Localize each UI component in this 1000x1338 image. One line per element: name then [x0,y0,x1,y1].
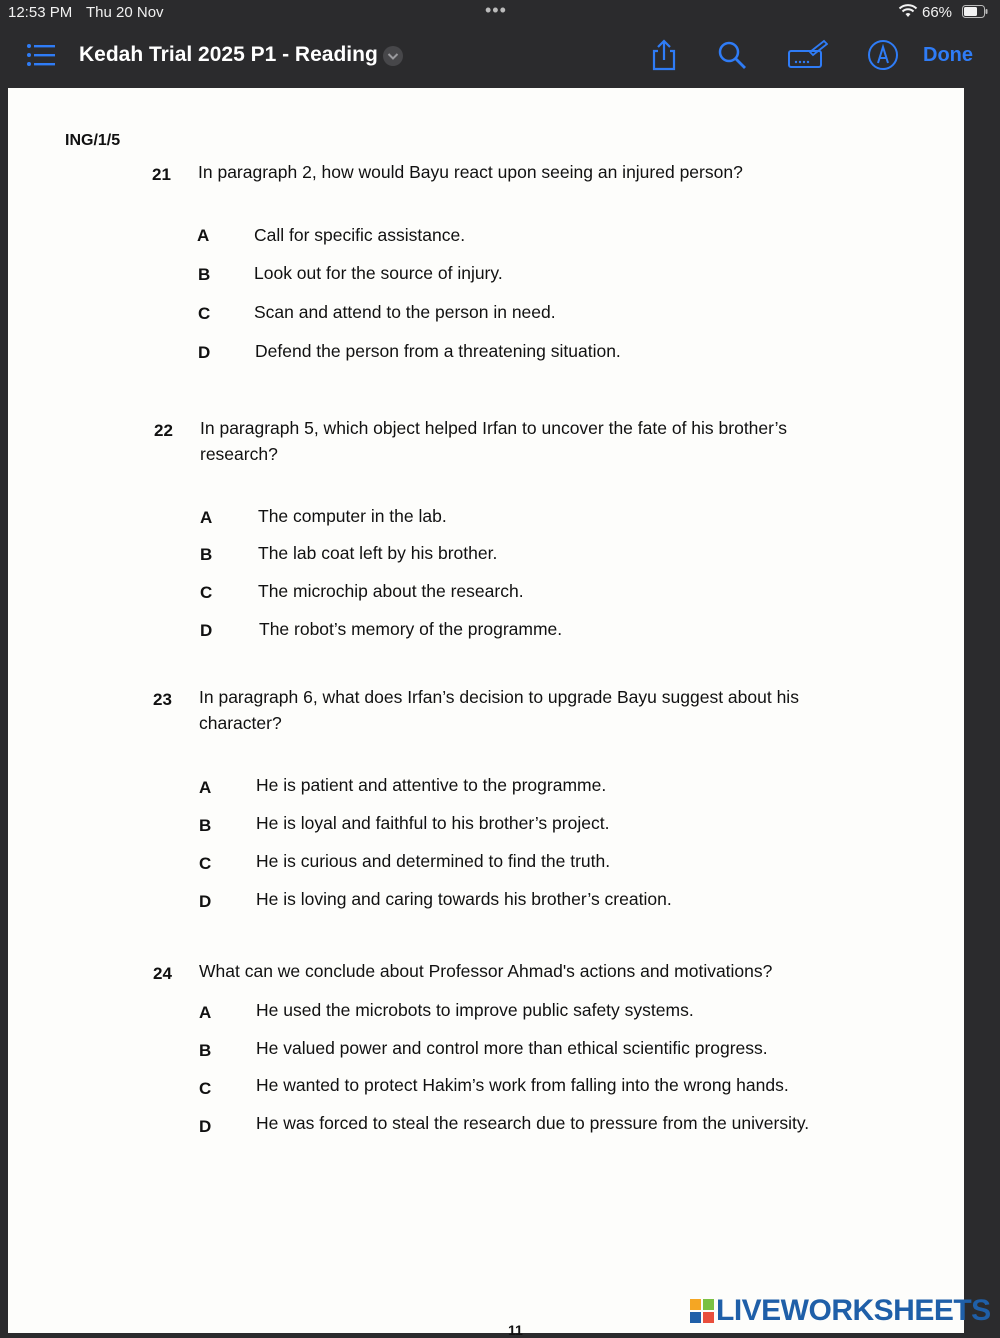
battery-percent: 66% [922,4,953,21]
option-letter: C [199,854,212,873]
option-text[interactable]: He is loving and caring towards his brother’s creation. [256,889,672,909]
question-number: 24 [153,964,172,983]
option-text[interactable]: Scan and attend to the person in need. [254,302,556,322]
question-text: In paragraph 2, how would Bayu react upon seeing an injured person? [198,162,743,182]
question-number: 21 [152,165,171,184]
option-letter: B [200,545,213,564]
document-title[interactable]: Kedah Trial 2025 P1 - Reading [79,43,378,66]
paper-code: ING/1/5 [65,132,121,149]
question-text: What can we conclude about Professor Ahmad's actions and motivations? [199,961,773,981]
option-letter: C [200,583,213,602]
search-icon[interactable] [715,38,749,72]
option-letter: A [199,778,212,797]
option-letter: A [200,508,213,527]
option-letter: C [199,1079,212,1098]
list-icon[interactable] [26,42,56,68]
option-text[interactable]: He is patient and attentive to the programme. [256,775,607,795]
option-text[interactable]: The computer in the lab. [258,506,447,526]
option-text[interactable]: He used the microbots to improve public safety systems. [256,1000,694,1020]
question-text: In paragraph 6, what does Irfan’s decision to upgrade Bayu suggest about his character? [199,687,799,733]
status-date: Thu 20 Nov [86,4,164,21]
option-letter: D [199,892,212,911]
watermark-text: LIVEWORKSHEETS [716,1294,991,1327]
option-letter: A [199,1003,212,1022]
option-text[interactable]: The microchip about the research. [258,581,524,601]
document-page [8,88,964,1338]
option-text[interactable]: He was forced to steal the research due to pressure from the university. [256,1113,810,1133]
option-text[interactable]: Look out for the source of injury. [254,263,503,283]
chevron-down-icon[interactable] [382,45,404,67]
option-letter: B [199,816,212,835]
option-letter: B [199,1041,212,1060]
option-text[interactable]: Defend the person from a threatening situation. [255,341,621,361]
markup-icon[interactable] [788,38,828,72]
option-letter: A [197,226,210,245]
option-letter: D [200,621,213,640]
option-text[interactable]: Call for specific assistance. [254,225,466,245]
option-letter: D [199,1117,212,1136]
option-text[interactable]: He is curious and determined to find the truth. [256,851,611,871]
liveworksheets-logo-icon [690,1299,714,1323]
status-bar [0,0,1000,26]
document-toolbar [0,26,1000,88]
option-text[interactable]: He is loyal and faithful to his brother’s project. [256,813,610,833]
option-text[interactable]: He wanted to protect Hakim’s work from falling into the wrong hands. [256,1075,789,1095]
question-text: In paragraph 5, which object helped Irfan to uncover the fate of his brother’s research? [200,418,787,464]
done-button[interactable]: Done [923,44,973,66]
battery-icon [962,5,988,18]
option-letter: B [198,265,211,284]
option-text[interactable]: The lab coat left by his brother. [258,543,498,563]
wifi-icon [898,3,918,19]
question-number: 22 [154,421,173,440]
option-letter: D [198,343,211,362]
multitask-dots[interactable]: ••• [485,0,507,20]
option-text[interactable]: He valued power and control more than ethical scientific progress. [256,1038,768,1058]
page-number: 11 [508,1322,523,1338]
option-text[interactable]: The robot’s memory of the programme. [259,619,563,639]
status-time: 12:53 PM [8,4,73,21]
option-letter: C [198,304,211,323]
pencil-circle-icon[interactable] [866,38,900,72]
question-number: 23 [153,690,172,709]
share-icon[interactable] [647,38,681,72]
